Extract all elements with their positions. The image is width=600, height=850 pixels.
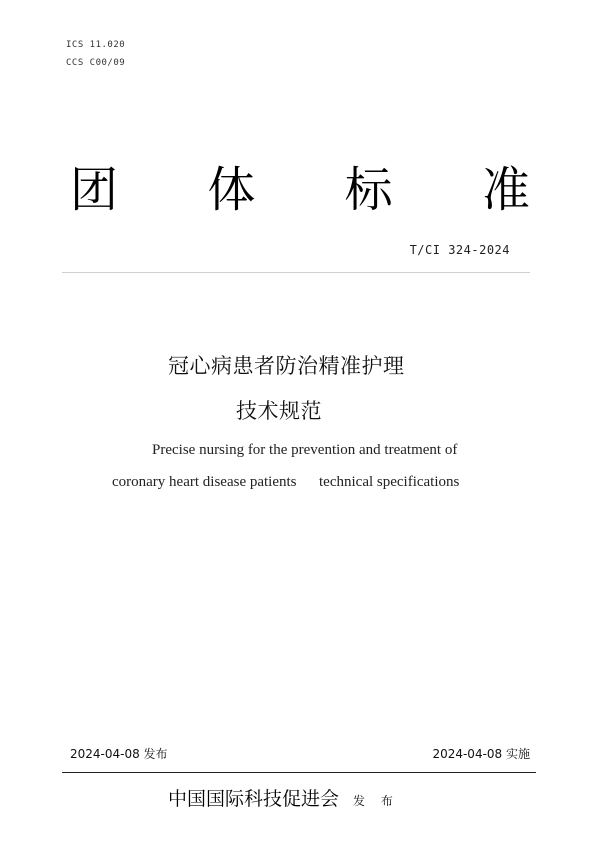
footer-divider: [62, 772, 536, 773]
publisher-line: [168, 784, 399, 811]
publisher-name: 中国国际科技促进会: [168, 788, 340, 810]
standard-type-heading: [70, 160, 530, 220]
standard-type-char: 团: [70, 162, 119, 218]
title-chinese-line1: 冠心病患者防治精准护理: [168, 354, 405, 378]
title-chinese-line2: 技术规范: [236, 399, 322, 423]
standard-type-char: 标: [344, 162, 393, 218]
standard-type-char: 准: [481, 162, 530, 218]
title-english-line1: Precise nursing for the prevention and treatment of: [152, 442, 458, 458]
standard-number: T/CI 324-2024: [409, 243, 510, 257]
header-divider: [62, 272, 530, 273]
ics-code: ICS 11.020: [66, 40, 126, 50]
standard-type-char: 体: [207, 162, 256, 218]
publish-label: 发 布: [353, 794, 399, 808]
title-english-line2: coronary heart disease patients technical specifications: [112, 474, 460, 490]
issue-date: 2024-04-08 发布: [70, 747, 168, 761]
implementation-date: 2024-04-08 实施: [432, 747, 530, 761]
ccs-code: CCS C00/09: [66, 58, 126, 68]
